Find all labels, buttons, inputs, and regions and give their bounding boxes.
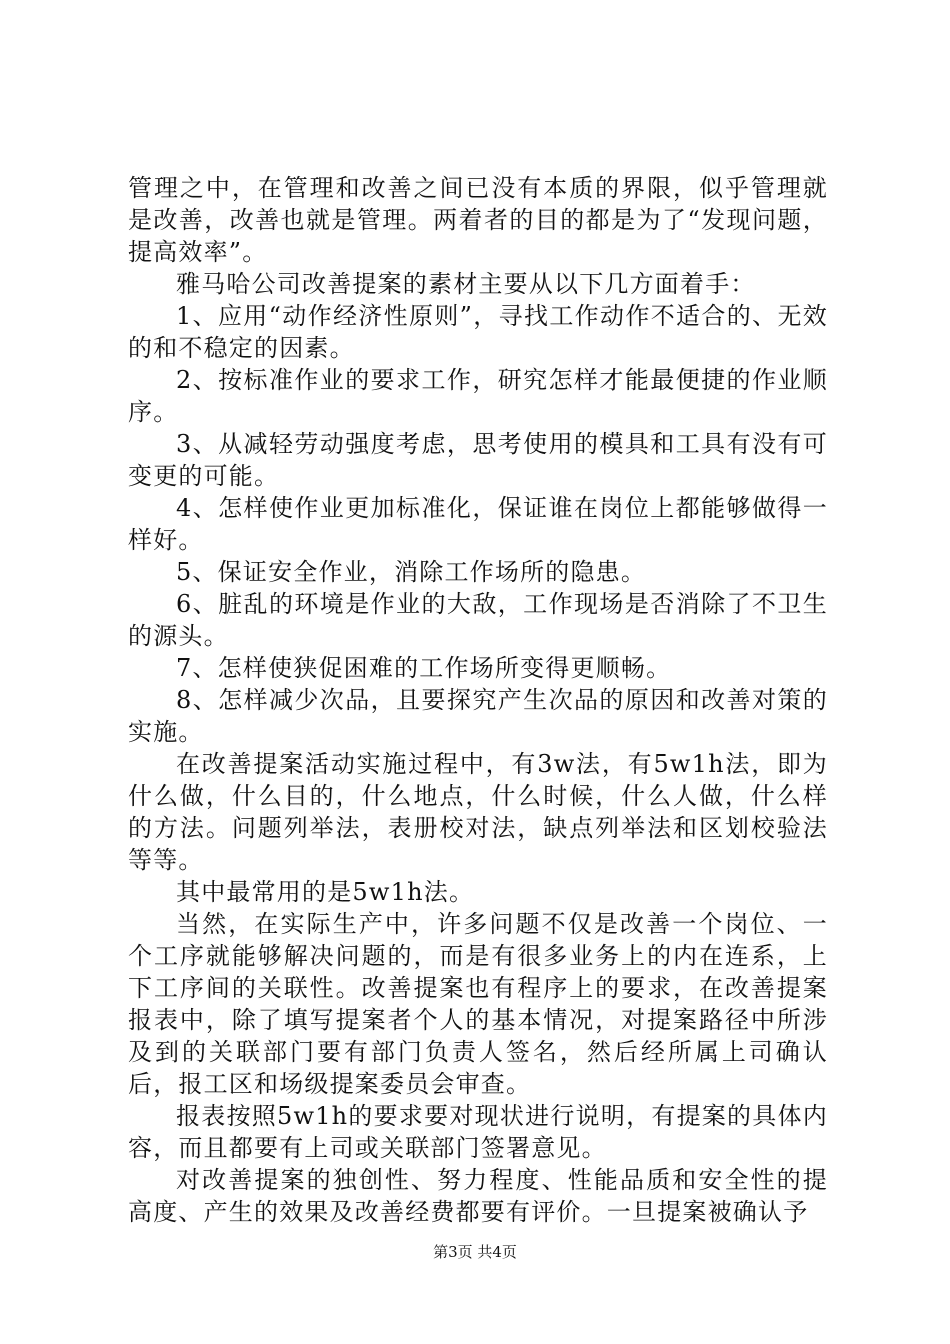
document-body	[128, 172, 828, 1228]
paragraph-10: 8、怎样减少次品，且要探究产生次品的原因和改善对策的实施。	[128, 686, 828, 746]
paragraph-14: 报表按照5w1h的要求要对现状进行说明，有提案的具体内容，而且都要有上司或关联部门签署意见。	[128, 1102, 828, 1162]
page-footer: 第3页 共4页	[433, 1243, 517, 1261]
paragraph-13: 当然，在实际生产中，许多问题不仅是改善一个岗位、一个工序就能够解决问题的，而是有很多业务上的内在连系，上下工序间的关联性。改善提案也有程序上的要求，在改善提案报表中，除了填写提案者个人的基本情况，对提案路径中所涉及到的关联部门要有部门负责人签名，然后经所属上司确认后，报工区和场级提案委员会审查。	[128, 910, 828, 1098]
paragraph-8: 6、脏乱的环境是作业的大敌，工作现场是否消除了不卫生的源头。	[128, 590, 828, 650]
paragraph-1: 管理之中，在管理和改善之间已没有本质的界限，似乎管理就是改善，改善也就是管理。两着者的目的都是为了“发现问题，提高效率”。	[128, 174, 828, 266]
paragraph-9: 7、怎样使狭促困难的工作场所变得更顺畅。	[176, 654, 672, 682]
paragraph-4: 2、按标准作业的要求工作，研究怎样才能最便捷的作业顺序。	[128, 366, 828, 426]
paragraph-3: 1、应用“动作经济性原则”，寻找工作动作不适合的、无效的和不稳定的因素。	[128, 302, 828, 362]
paragraph-6: 4、怎样使作业更加标准化，保证谁在岗位上都能够做得一样好。	[128, 494, 828, 554]
paragraph-7: 5、保证安全作业，消除工作场所的隐患。	[176, 558, 647, 586]
paragraph-15: 对改善提案的独创性、努力程度、性能品质和安全性的提高度、产生的效果及改善经费都要有评价。一旦提案被确认予	[128, 1166, 828, 1226]
paragraph-2: 雅马哈公司改善提案的素材主要从以下几方面着手：	[176, 270, 756, 298]
paragraph-11: 在改善提案活动实施过程中，有3w法，有5w1h法，即为什么做，什么目的，什么地点，什么时候，什么人做，什么样的方法。问题列举法，表册校对法，缺点列举法和区划校验法等等。	[128, 750, 828, 874]
paragraph-12: 其中最常用的是5w1h法。	[176, 878, 475, 906]
paragraph-5: 3、从减轻劳动强度考虑，思考使用的模具和工具有没有可变更的可能。	[128, 430, 828, 490]
